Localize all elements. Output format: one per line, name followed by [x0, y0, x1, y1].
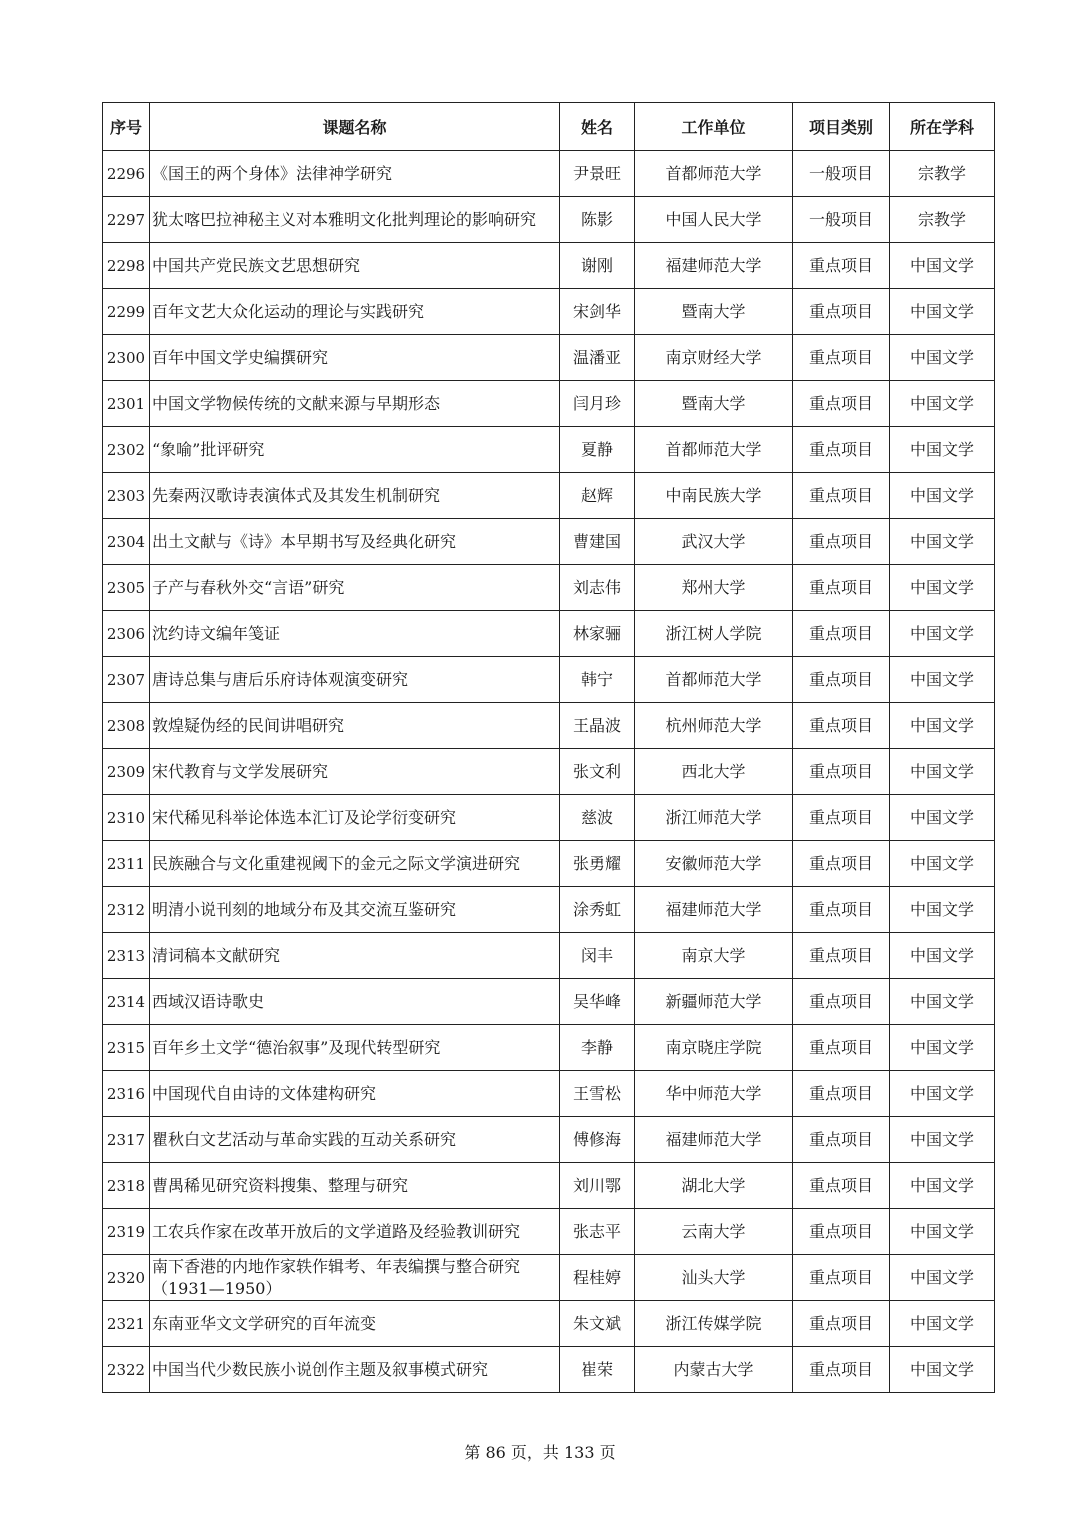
cell-unit: 杭州师范大学 — [635, 703, 793, 749]
cell-title: 百年文艺大众化运动的理论与实践研究 — [150, 289, 560, 335]
cell-unit: 暨南大学 — [635, 381, 793, 427]
cell-subject: 中国文学 — [890, 427, 995, 473]
cell-title: 子产与春秋外交“言语”研究 — [150, 565, 560, 611]
table-row — [103, 749, 995, 795]
cell-index: 2301 — [103, 381, 150, 427]
table-row — [103, 243, 995, 289]
cell-unit: 首都师范大学 — [635, 657, 793, 703]
cell-index: 2311 — [103, 841, 150, 887]
cell-category: 重点项目 — [793, 657, 890, 703]
cell-subject: 中国文学 — [890, 657, 995, 703]
project-table — [102, 102, 995, 1393]
cell-subject: 中国文学 — [890, 1117, 995, 1163]
cell-name: 尹景旺 — [560, 151, 635, 197]
cell-category: 重点项目 — [793, 611, 890, 657]
cell-unit: 福建师范大学 — [635, 887, 793, 933]
cell-index: 2306 — [103, 611, 150, 657]
cell-title: 百年中国文学史编撰研究 — [150, 335, 560, 381]
cell-name: 宋剑华 — [560, 289, 635, 335]
cell-index: 2307 — [103, 657, 150, 703]
cell-subject: 中国文学 — [890, 1301, 995, 1347]
cell-name: 谢刚 — [560, 243, 635, 289]
cell-subject: 中国文学 — [890, 1209, 995, 1255]
table-row — [103, 795, 995, 841]
cell-index: 2303 — [103, 473, 150, 519]
cell-category: 重点项目 — [793, 887, 890, 933]
cell-category: 重点项目 — [793, 1071, 890, 1117]
cell-subject: 中国文学 — [890, 749, 995, 795]
cell-title: 先秦两汉歌诗表演体式及其发生机制研究 — [150, 473, 560, 519]
cell-name: 陈影 — [560, 197, 635, 243]
table-row — [103, 1209, 995, 1255]
cell-name: 王雪松 — [560, 1071, 635, 1117]
cell-subject: 中国文学 — [890, 473, 995, 519]
cell-unit: 新疆师范大学 — [635, 979, 793, 1025]
cell-name: 刘志伟 — [560, 565, 635, 611]
cell-subject: 中国文学 — [890, 933, 995, 979]
cell-unit: 南京晓庄学院 — [635, 1025, 793, 1071]
cell-index: 2321 — [103, 1301, 150, 1347]
cell-subject: 中国文学 — [890, 841, 995, 887]
cell-category: 重点项目 — [793, 1117, 890, 1163]
cell-title: 民族融合与文化重建视阈下的金元之际文学演进研究 — [150, 841, 560, 887]
table-row — [103, 1163, 995, 1209]
table-body — [103, 151, 995, 1393]
table-row — [103, 1117, 995, 1163]
header-unit: 工作单位 — [635, 103, 793, 151]
cell-index: 2309 — [103, 749, 150, 795]
cell-title: 出土文献与《诗》本早期书写及经典化研究 — [150, 519, 560, 565]
cell-title: 中国现代自由诗的文体建构研究 — [150, 1071, 560, 1117]
cell-subject: 中国文学 — [890, 979, 995, 1025]
cell-name: 朱文斌 — [560, 1301, 635, 1347]
cell-subject: 中国文学 — [890, 611, 995, 657]
cell-name: 涂秀虹 — [560, 887, 635, 933]
cell-category: 重点项目 — [793, 933, 890, 979]
cell-name: 刘川鄂 — [560, 1163, 635, 1209]
cell-name: 夏静 — [560, 427, 635, 473]
cell-index: 2296 — [103, 151, 150, 197]
table-row — [103, 565, 995, 611]
cell-unit: 安徽师范大学 — [635, 841, 793, 887]
table-row — [103, 1301, 995, 1347]
cell-unit: 华中师范大学 — [635, 1071, 793, 1117]
table-row — [103, 611, 995, 657]
cell-subject: 中国文学 — [890, 335, 995, 381]
cell-category: 重点项目 — [793, 1347, 890, 1393]
table-row — [103, 519, 995, 565]
cell-category: 重点项目 — [793, 795, 890, 841]
cell-title: “象喻”批评研究 — [150, 427, 560, 473]
cell-index: 2313 — [103, 933, 150, 979]
cell-category: 重点项目 — [793, 519, 890, 565]
cell-category: 重点项目 — [793, 979, 890, 1025]
table-row — [103, 381, 995, 427]
cell-unit: 浙江师范大学 — [635, 795, 793, 841]
table-row — [103, 1071, 995, 1117]
cell-name: 慈波 — [560, 795, 635, 841]
cell-name: 吴华峰 — [560, 979, 635, 1025]
cell-category: 重点项目 — [793, 1025, 890, 1071]
cell-title: 中国文学物候传统的文献来源与早期形态 — [150, 381, 560, 427]
cell-name: 闫月珍 — [560, 381, 635, 427]
table-row — [103, 703, 995, 749]
header-title: 课题名称 — [150, 103, 560, 151]
cell-name: 韩宁 — [560, 657, 635, 703]
cell-subject: 中国文学 — [890, 1255, 995, 1301]
cell-index: 2312 — [103, 887, 150, 933]
cell-category: 重点项目 — [793, 749, 890, 795]
cell-name: 程桂婷 — [560, 1255, 635, 1301]
cell-index: 2302 — [103, 427, 150, 473]
cell-unit: 汕头大学 — [635, 1255, 793, 1301]
cell-unit: 武汉大学 — [635, 519, 793, 565]
cell-index: 2308 — [103, 703, 150, 749]
cell-index: 2299 — [103, 289, 150, 335]
table-header-row — [103, 103, 995, 151]
cell-index: 2317 — [103, 1117, 150, 1163]
table-row — [103, 979, 995, 1025]
cell-index: 2320 — [103, 1255, 150, 1301]
cell-name: 李静 — [560, 1025, 635, 1071]
cell-name: 赵辉 — [560, 473, 635, 519]
cell-category: 重点项目 — [793, 1255, 890, 1301]
table-row — [103, 1255, 995, 1301]
cell-title: 中国共产党民族文艺思想研究 — [150, 243, 560, 289]
cell-index: 2319 — [103, 1209, 150, 1255]
cell-title: 南下香港的内地作家轶作辑考、年表编撰与整合研究（1931—1950） — [150, 1255, 560, 1301]
cell-category: 重点项目 — [793, 1209, 890, 1255]
cell-subject: 中国文学 — [890, 519, 995, 565]
cell-name: 林家骊 — [560, 611, 635, 657]
cell-subject: 中国文学 — [890, 381, 995, 427]
table-row — [103, 841, 995, 887]
cell-title: 明清小说刊刻的地域分布及其交流互鉴研究 — [150, 887, 560, 933]
cell-title: 沈约诗文编年笺证 — [150, 611, 560, 657]
table-row — [103, 289, 995, 335]
table-row — [103, 657, 995, 703]
cell-unit: 浙江传媒学院 — [635, 1301, 793, 1347]
cell-subject: 中国文学 — [890, 243, 995, 289]
table-row — [103, 1025, 995, 1071]
cell-unit: 中国人民大学 — [635, 197, 793, 243]
cell-name: 曹建国 — [560, 519, 635, 565]
cell-index: 2315 — [103, 1025, 150, 1071]
cell-title: 中国当代少数民族小说创作主题及叙事模式研究 — [150, 1347, 560, 1393]
cell-subject: 中国文学 — [890, 1025, 995, 1071]
cell-index: 2314 — [103, 979, 150, 1025]
cell-category: 重点项目 — [793, 473, 890, 519]
cell-name: 王晶波 — [560, 703, 635, 749]
cell-category: 重点项目 — [793, 243, 890, 289]
table-row — [103, 1347, 995, 1393]
cell-title: 《国王的两个身体》法律神学研究 — [150, 151, 560, 197]
cell-unit: 内蒙古大学 — [635, 1347, 793, 1393]
cell-title: 宋代教育与文学发展研究 — [150, 749, 560, 795]
cell-category: 重点项目 — [793, 289, 890, 335]
table-row — [103, 151, 995, 197]
cell-title: 百年乡土文学“德治叙事”及现代转型研究 — [150, 1025, 560, 1071]
cell-index: 2310 — [103, 795, 150, 841]
table-row — [103, 335, 995, 381]
cell-index: 2316 — [103, 1071, 150, 1117]
cell-subject: 中国文学 — [890, 565, 995, 611]
cell-unit: 南京大学 — [635, 933, 793, 979]
cell-subject: 宗教学 — [890, 151, 995, 197]
cell-index: 2305 — [103, 565, 150, 611]
header-index: 序号 — [103, 103, 150, 151]
cell-category: 重点项目 — [793, 1301, 890, 1347]
cell-unit: 首都师范大学 — [635, 427, 793, 473]
cell-title: 宋代稀见科举论体选本汇订及论学衍变研究 — [150, 795, 560, 841]
table-row — [103, 427, 995, 473]
cell-name: 傅修海 — [560, 1117, 635, 1163]
cell-title: 清词稿本文献研究 — [150, 933, 560, 979]
cell-title: 工农兵作家在改革开放后的文学道路及经验教训研究 — [150, 1209, 560, 1255]
cell-unit: 福建师范大学 — [635, 243, 793, 289]
cell-index: 2304 — [103, 519, 150, 565]
page-number: 第 86 页，共 133 页 — [464, 1443, 616, 1462]
cell-unit: 福建师范大学 — [635, 1117, 793, 1163]
cell-title: 西域汉语诗歌史 — [150, 979, 560, 1025]
cell-index: 2300 — [103, 335, 150, 381]
cell-unit: 云南大学 — [635, 1209, 793, 1255]
cell-index: 2322 — [103, 1347, 150, 1393]
cell-category: 重点项目 — [793, 427, 890, 473]
header-subject: 所在学科 — [890, 103, 995, 151]
table-row — [103, 887, 995, 933]
cell-category: 一般项目 — [793, 197, 890, 243]
cell-subject: 中国文学 — [890, 795, 995, 841]
cell-unit: 暨南大学 — [635, 289, 793, 335]
cell-subject: 宗教学 — [890, 197, 995, 243]
cell-subject: 中国文学 — [890, 887, 995, 933]
cell-unit: 西北大学 — [635, 749, 793, 795]
cell-category: 重点项目 — [793, 703, 890, 749]
cell-unit: 中南民族大学 — [635, 473, 793, 519]
header-name: 姓名 — [560, 103, 635, 151]
cell-title: 东南亚华文文学研究的百年流变 — [150, 1301, 560, 1347]
cell-name: 闵丰 — [560, 933, 635, 979]
cell-title: 曹禺稀见研究资料搜集、整理与研究 — [150, 1163, 560, 1209]
cell-category: 重点项目 — [793, 335, 890, 381]
cell-title: 唐诗总集与唐后乐府诗体观演变研究 — [150, 657, 560, 703]
cell-index: 2318 — [103, 1163, 150, 1209]
cell-title: 犹太喀巴拉神秘主义对本雅明文化批判理论的影响研究 — [150, 197, 560, 243]
cell-name: 崔荣 — [560, 1347, 635, 1393]
table-row — [103, 933, 995, 979]
cell-category: 一般项目 — [793, 151, 890, 197]
cell-unit: 首都师范大学 — [635, 151, 793, 197]
cell-category: 重点项目 — [793, 841, 890, 887]
cell-unit: 南京财经大学 — [635, 335, 793, 381]
cell-title: 瞿秋白文艺活动与革命实践的互动关系研究 — [150, 1117, 560, 1163]
cell-unit: 浙江树人学院 — [635, 611, 793, 657]
cell-name: 张勇耀 — [560, 841, 635, 887]
cell-subject: 中国文学 — [890, 1071, 995, 1117]
cell-title: 敦煌疑伪经的民间讲唱研究 — [150, 703, 560, 749]
cell-name: 张文利 — [560, 749, 635, 795]
cell-subject: 中国文学 — [890, 1347, 995, 1393]
cell-subject: 中国文学 — [890, 703, 995, 749]
cell-index: 2297 — [103, 197, 150, 243]
cell-name: 张志平 — [560, 1209, 635, 1255]
cell-index: 2298 — [103, 243, 150, 289]
cell-category: 重点项目 — [793, 565, 890, 611]
cell-unit: 郑州大学 — [635, 565, 793, 611]
cell-category: 重点项目 — [793, 381, 890, 427]
cell-subject: 中国文学 — [890, 289, 995, 335]
cell-category: 重点项目 — [793, 1163, 890, 1209]
cell-name: 温潘亚 — [560, 335, 635, 381]
table-row — [103, 197, 995, 243]
cell-unit: 湖北大学 — [635, 1163, 793, 1209]
cell-subject: 中国文学 — [890, 1163, 995, 1209]
table-row — [103, 473, 995, 519]
header-category: 项目类别 — [793, 103, 890, 151]
